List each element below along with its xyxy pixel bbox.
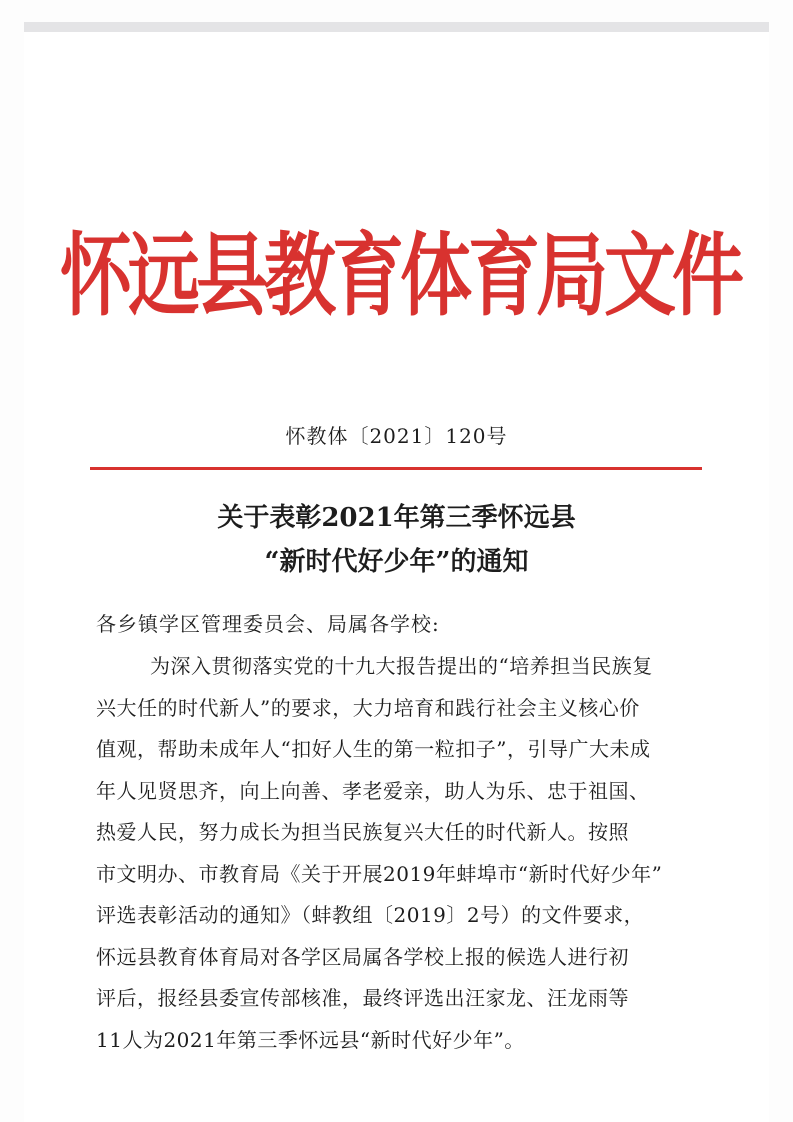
body-line: 热爱人民，努力成长为担当民族复兴大任的时代新人。按照 [96, 820, 629, 844]
body-line: 年人见贤思齐，向上向善、孝老爱亲，助人为乐、忠于祖国、 [96, 778, 650, 803]
body-line: 11人为2021年第三季怀远县“新时代好少年”。 [96, 1027, 525, 1052]
body-line: 值观，帮助未成年人“扣好人生的第一粒扣子”，引导广大未成 [96, 737, 651, 761]
body-paragraph [96, 646, 706, 1061]
body-line: 兴大任的时代新人”的要求，大力培育和践行社会主义核心价 [96, 695, 640, 720]
body-line: 评后，报经县委宣传部核准，最终评选出汪家龙、汪龙雨等 [96, 986, 629, 1010]
body-line: 市文明办、市教育局《关于开展2019年蚌埠市“新时代好少年” [96, 861, 663, 886]
scan-edge [24, 22, 769, 32]
body-line: 为深入贯彻落实党的十九大报告提出的“培养担当民族复 [150, 654, 653, 678]
notice-title-line-2: “新时代好少年”的通知 [264, 547, 529, 577]
notice-title-line-1: 关于表彰2021年第三季怀远县 [217, 503, 576, 533]
document-header-title: 怀远县教育体育局文件 [60, 222, 741, 328]
body-line: 评选表彰活动的通知》（蚌教组〔2019〕2号）的文件要求， [96, 903, 645, 927]
addressee: 各乡镇学区管理委员会、局属各学校: [96, 612, 440, 636]
header-red-rule [90, 467, 702, 470]
document-number: 怀教体〔2021〕120号 [285, 424, 508, 448]
body-line: 怀远县教育体育局对各学区局属各学校上报的候选人进行初 [96, 944, 629, 969]
